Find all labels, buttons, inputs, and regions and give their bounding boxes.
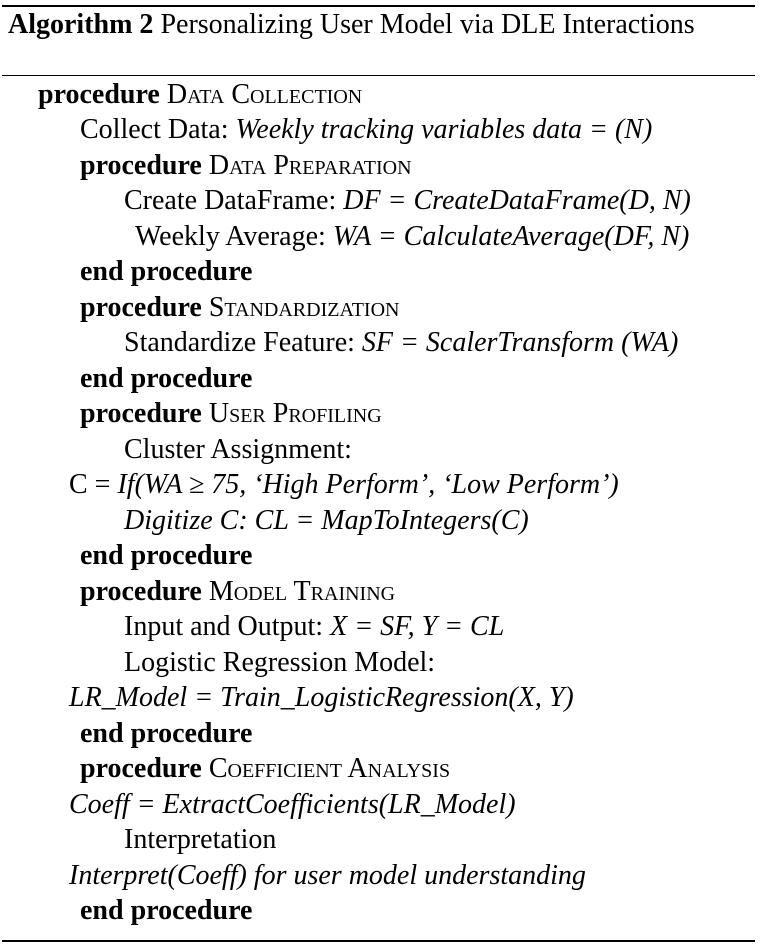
step-text: Input and Output: xyxy=(124,611,331,642)
procedure-name: Model Training xyxy=(208,576,396,607)
step-formula: X = SF, Y = CL xyxy=(330,611,505,642)
procedure-data-collection xyxy=(38,77,362,113)
keyword: procedure xyxy=(80,150,202,181)
procedure-name: Standardization xyxy=(208,292,400,323)
algorithm-title: Personalizing User Model via DLE Interactions xyxy=(160,9,695,40)
end-procedure xyxy=(80,716,252,752)
step-formula: Interpret(Coeff) for user model understanding xyxy=(69,860,586,891)
procedure-name: Data Collection xyxy=(166,79,363,110)
procedure-name: Coefficient Analysis xyxy=(208,753,451,784)
step-formula: SF = ScalerTransform (WA) xyxy=(361,327,679,358)
step-formula: If(WA ≥ 75, ‘High Perform’, ‘Low Perform’) xyxy=(117,469,619,500)
keyword: end procedure xyxy=(80,540,253,571)
step-text: Standardize Feature: xyxy=(124,327,362,358)
step-text: Interpretation xyxy=(124,824,277,855)
end-procedure xyxy=(80,254,252,290)
procedure-coefficient-analysis xyxy=(80,751,450,787)
keyword: procedure xyxy=(80,398,202,429)
step-text: C = xyxy=(69,469,118,500)
step-text: Cluster Assignment: xyxy=(124,434,352,465)
create-dataframe-step xyxy=(124,183,691,219)
keyword: procedure xyxy=(80,753,202,784)
cluster-condition-step xyxy=(69,467,619,503)
step-formula: Weekly tracking variables data = (N) xyxy=(235,114,653,145)
standardize-feature-step xyxy=(124,325,678,361)
step-formula: WA = CalculateAverage(DF, N) xyxy=(332,221,690,252)
keyword: procedure xyxy=(80,576,202,607)
step-formula: Digitize C: CL = MapToIntegers(C) xyxy=(124,505,529,536)
keyword: end procedure xyxy=(80,718,253,749)
procedure-name: User Profiling xyxy=(208,398,382,429)
procedure-standardization xyxy=(80,290,399,326)
logistic-regression-step xyxy=(124,645,435,681)
collect-data-step xyxy=(80,112,652,148)
procedure-user-profiling xyxy=(80,396,382,432)
step-formula: Coeff = ExtractCoefficients(LR_Model) xyxy=(69,789,516,820)
keyword: end procedure xyxy=(80,256,253,287)
step-formula: DF = CreateDataFrame(D, N) xyxy=(343,185,691,216)
step-text: Logistic Regression Model: xyxy=(124,647,436,678)
end-procedure xyxy=(80,361,252,397)
keyword: end procedure xyxy=(80,895,253,926)
digitize-step xyxy=(124,503,529,539)
step-text: Create DataFrame: xyxy=(124,185,344,216)
cluster-assignment-step xyxy=(124,432,352,468)
step-text: Collect Data: xyxy=(80,114,236,145)
input-output-step xyxy=(124,609,504,645)
step-text: Weekly Average: xyxy=(135,221,333,252)
procedure-model-training xyxy=(80,574,395,610)
keyword: procedure xyxy=(38,79,160,110)
weekly-average-step xyxy=(135,219,689,255)
interpret-step xyxy=(69,858,586,894)
extract-coefficients-step xyxy=(69,787,516,823)
keyword: procedure xyxy=(80,292,202,323)
bottom-rule xyxy=(2,940,755,942)
train-model-step xyxy=(69,680,574,716)
caption-rule xyxy=(2,75,755,76)
algorithm-caption xyxy=(8,5,695,45)
keyword: end procedure xyxy=(80,363,253,394)
interpretation-step xyxy=(124,822,276,858)
end-procedure xyxy=(80,538,252,574)
step-formula: LR_Model = Train_LogisticRegression(X, Y) xyxy=(69,682,574,713)
end-procedure xyxy=(80,893,252,929)
procedure-data-preparation xyxy=(80,148,412,184)
procedure-name: Data Preparation xyxy=(208,150,412,181)
algorithm-label: Algorithm 2 xyxy=(8,9,154,40)
